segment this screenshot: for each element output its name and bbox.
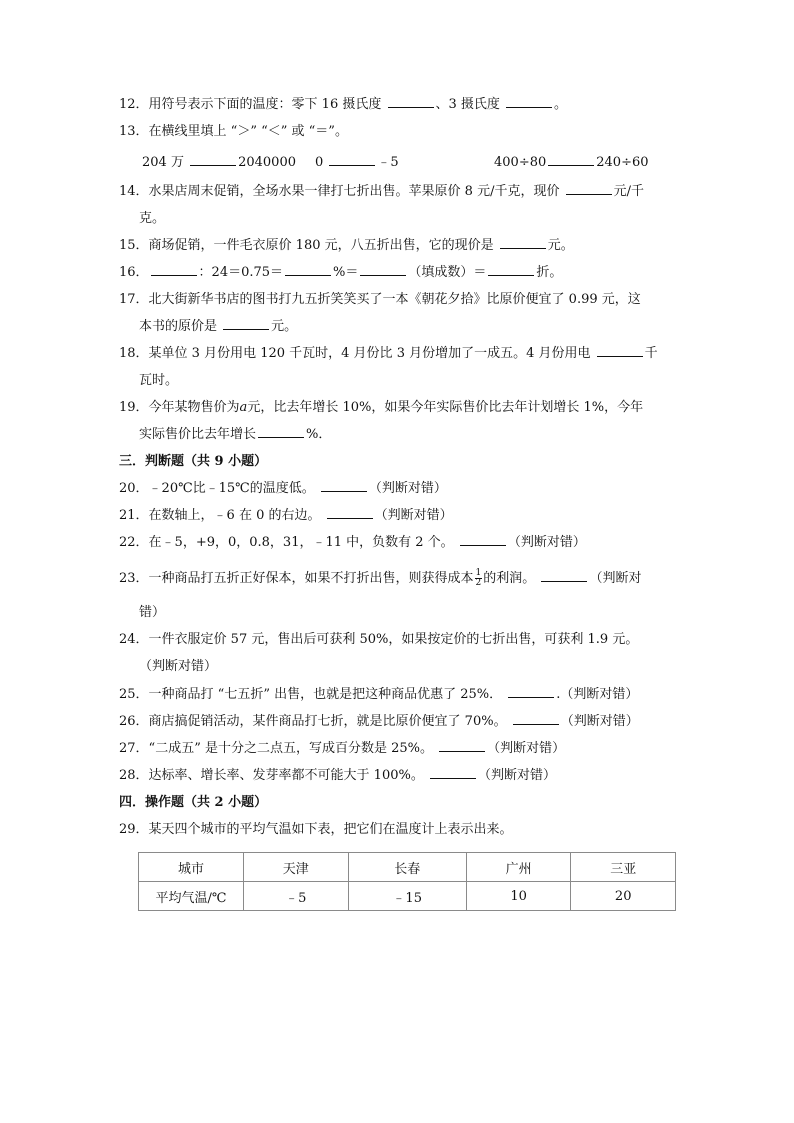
table-cell: ﹣5 [244,882,349,911]
table-row [139,882,676,911]
q13-item-1 [142,154,296,172]
table-cell: 平均气温/℃ [139,882,244,911]
question-22 [119,534,586,552]
answer-blank[interactable] [360,264,406,276]
q27-text: 27．“二成五” 是十分之二点五，写成百分数是 25%。 [119,741,433,756]
question-20 [119,480,447,498]
answer-blank[interactable] [439,740,485,752]
q13-c3b: 240÷60 [596,155,649,170]
q29-text: 29．某天四个城市的平均气温如下表，把它们在温度计上表示出来。 [119,822,513,837]
answer-blank[interactable] [508,686,554,698]
judge-tag: （判断对错） [374,508,453,523]
judge-tag: （判断对错） [368,481,447,496]
q13-c1a: 204 万 [142,155,184,170]
question-23-cont [139,604,165,622]
question-15 [119,237,574,255]
q14-text-b: 元/千 [613,184,644,199]
answer-blank[interactable] [223,318,269,330]
q15-text: 15．商场促销，一件毛衣原价 180 元，八五折出售，它的现价是 [119,238,494,253]
answer-blank[interactable] [566,183,612,195]
question-24 [119,631,638,649]
q15-text-b: 元。 [547,238,574,253]
q17-text-c: 元。 [271,319,298,334]
judge-tag: （判断对错） [560,714,639,729]
question-27 [119,740,565,758]
q19-text-d: %． [306,427,332,442]
q13-item-3 [494,154,649,172]
table-cell: 城市 [139,853,244,882]
q18-text-b: 千 [644,346,658,361]
question-26 [119,713,639,731]
q19-text: 19．今年某物售价为 [119,400,240,415]
answer-blank[interactable] [329,154,375,166]
answer-blank[interactable] [513,713,559,725]
q17-text-b: 本书的原价是 [139,319,218,334]
answer-blank[interactable] [541,570,587,582]
answer-blank[interactable] [388,96,434,108]
q13-c1b: 2040000 [238,155,296,170]
q19-text-b: 元，比去年增长 10%，如果今年实际售价比去年计划增长 1%，今年 [247,400,644,415]
table-cell: 广州 [466,853,571,882]
q14-text: 14．水果店周末促销，全场水果一律打七折出售。苹果原价 8 元/千克，现价 [119,184,560,199]
answer-blank[interactable] [460,534,506,546]
question-25 [119,686,638,704]
q16-text: 16． [119,265,149,280]
q23-text-c: （判断对 [589,571,642,586]
question-19-cont [139,426,331,444]
q23-text: 23．一种商品打五折正好保本，如果不打折出售，则获得成本 [119,571,474,586]
answer-blank[interactable] [151,264,197,276]
q13-c3a: 400÷80 [494,155,547,170]
question-21 [119,507,453,525]
answer-blank[interactable] [548,154,594,166]
table-cell: 20 [571,882,676,911]
q18-text: 18．某单位 3 月份用电 120 千瓦时，4 月份比 3 月份增加了一成五。4 月份用电 [119,346,591,361]
question-14-cont [139,210,165,228]
answer-blank[interactable] [190,154,236,166]
table-cell: 长春 [348,853,466,882]
answer-blank[interactable] [327,507,373,519]
question-13 [119,123,348,141]
answer-blank[interactable] [258,426,304,438]
table-header-row [139,853,676,882]
answer-blank[interactable] [430,767,476,779]
q23-text-b: 的利润。 [483,571,536,586]
q14-text-c: 克。 [139,211,166,226]
question-16 [119,264,562,282]
q25-text: 25．一种商品打 “七五折” 出售，也就是把这种商品优惠了 25%． [119,687,503,702]
answer-blank[interactable] [488,264,534,276]
judge-tag: （判断对错） [139,659,218,674]
judge-tag: （判断对错） [487,741,566,756]
question-28 [119,767,556,785]
q19-text-c: 实际售价比去年增长 [139,427,257,442]
question-19 [119,399,643,417]
section-3-heading: 三．判断题（共 9 小题） [119,454,268,469]
question-17-cont [139,318,297,336]
q13-text: 13．在横线里填上 “＞” “＜” 或 “＝”。 [119,124,348,139]
q12-text-c: 。 [554,97,568,112]
q13-c2b: ﹣5 [377,155,399,170]
q23-text-d: 错） [139,605,166,620]
table-cell: ﹣15 [348,882,466,911]
question-14 [119,183,644,201]
city-temperature-table [138,852,676,911]
q13-c2a: 0 [315,155,324,170]
section-4-heading: 四．操作题（共 2 小题） [119,795,268,810]
question-18-cont [139,372,178,390]
q16-text-e: 折。 [536,265,563,280]
answer-blank[interactable] [506,96,552,108]
question-17 [119,291,641,309]
table-cell: 三亚 [571,853,676,882]
fraction-numerator: 1 [475,568,482,578]
table-cell: 天津 [244,853,349,882]
q13-item-2 [315,154,399,172]
judge-tag: （判断对错） [477,768,556,783]
q20-text: 20．﹣20℃比﹣15℃的温度低。 [119,481,315,496]
q16-text-b: ：24＝0.75＝ [198,265,284,280]
q19-variable: a [239,400,248,415]
q18-text-c: 瓦时。 [139,373,179,388]
q17-text: 17．北大街新华书店的图书打九五折笑笑买了一本《朝花夕拾》比原价便宜了 0.99 元，这 [119,292,641,307]
q21-text: 21．在数轴上，﹣6 在 0 的右边。 [119,508,321,523]
q16-text-d: （填成数）＝ [408,265,487,280]
answer-blank[interactable] [597,345,643,357]
q25-tag: .（判断对错） [556,687,639,702]
answer-blank[interactable] [321,480,367,492]
question-24-cont [139,658,217,676]
q12-text: 12．用符号表示下面的温度：零下 16 摄氏度 [119,97,382,112]
question-12 [119,96,567,114]
fraction-one-half [475,569,483,588]
q12-text-b: 、3 摄氏度 [435,97,500,112]
question-29 [119,821,513,839]
answer-blank[interactable] [285,264,331,276]
fraction-denominator: 2 [475,578,482,588]
judge-tag: （判断对错） [507,535,586,550]
question-18 [119,345,658,363]
q26-text: 26．商店搞促销活动，某件商品打七折，就是比原价便宜了 70%。 [119,714,507,729]
q28-text: 28．达标率、增长率、发芽率都不可能大于 100%。 [119,768,424,783]
question-23 [119,569,641,588]
q16-text-c: %＝ [333,265,359,280]
table-cell: 10 [466,882,571,911]
answer-blank[interactable] [500,237,546,249]
q24-text: 24．一件衣服定价 57 元，售出后可获利 50%，如果按定价的七折出售，可获利 1.9 元。 [119,632,639,647]
q22-text: 22．在﹣5，+9，0，0.8，31，﹣11 中，负数有 2 个。 [119,535,454,550]
